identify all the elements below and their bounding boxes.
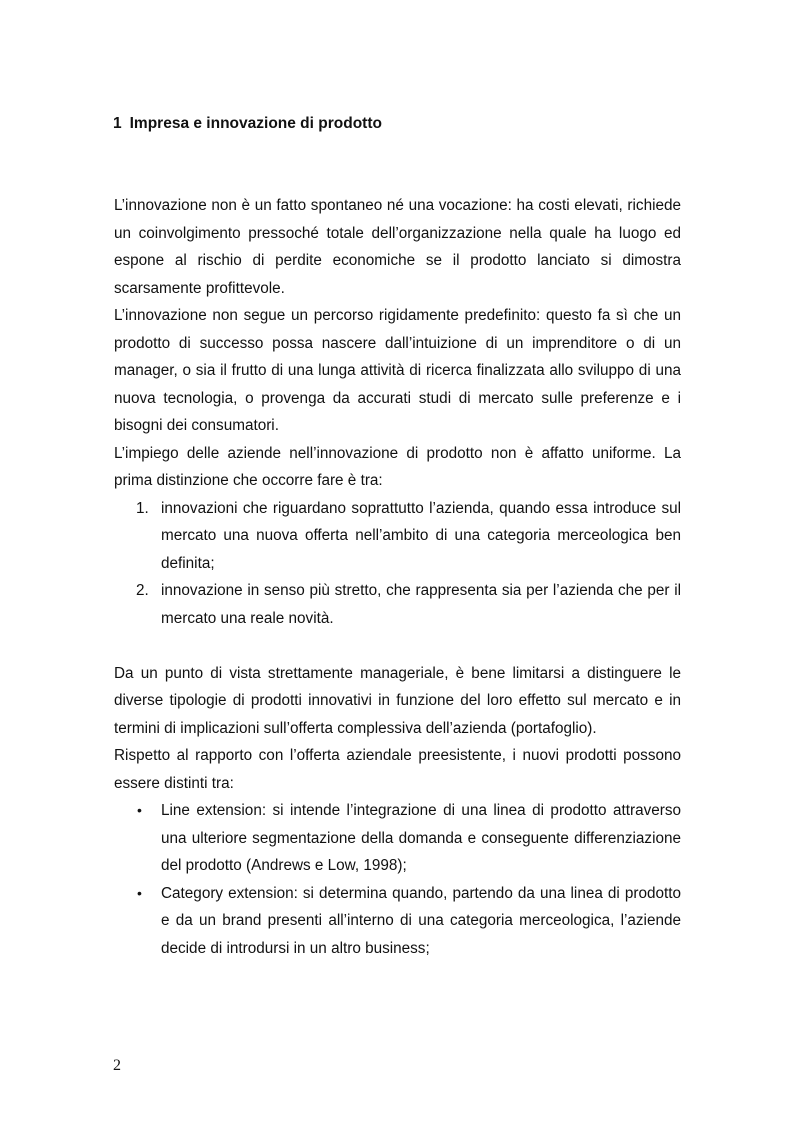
body-text — [114, 192, 681, 962]
paragraph: Da un punto di vista strettamente manageriale, è bene limitarsi a distinguere le diverse tipologie di prodotti innovativi in funzione del loro effetto sul mercato e in termini di implicazioni sull’offerta complessiva dell’azienda (portafoglio). — [114, 664, 681, 737]
page-number: 2 — [113, 1057, 121, 1074]
bullet-icon: • — [137, 884, 142, 901]
section-heading — [113, 114, 382, 134]
paragraph: Rispetto al rapporto con l’offerta aziendale preesistente, i nuovi prodotti possono essere distinti tra: — [114, 747, 681, 792]
bullet-list — [114, 797, 681, 962]
list-item — [114, 797, 681, 880]
bullet-icon: • — [137, 802, 142, 818]
list-marker: 2. — [136, 582, 149, 599]
list-item-text: innovazione in senso più stretto, che rappresenta sia per l’azienda che per il mercato una reale novità. — [161, 582, 681, 627]
list-item — [114, 495, 681, 578]
numbered-list — [114, 495, 681, 633]
section-number: 1 — [113, 115, 122, 132]
list-item — [114, 577, 681, 632]
list-marker: 1. — [136, 499, 149, 517]
list-item-text: Category extension: si determina quando, partendo da una linea di prodotto e da un brand presenti all’interno di una categoria merceologica, l’aziende decide di introdursi in un altro business; — [161, 884, 681, 957]
list-item — [114, 880, 681, 963]
section-title: Impresa e innovazione di prodotto — [129, 115, 382, 132]
list-item-text: innovazioni che riguardano soprattutto l’azienda, quando essa introduce sul mercato una nuova offerta nell’ambito di una categoria merceologica ben definita; — [161, 499, 681, 572]
paragraph: L’innovazione non è un fatto spontaneo né una vocazione: ha costi elevati, richiede un coinvolgimento pressoché totale dell’organizzazione nella quale ha luogo ed espone al rischio di perdite economiche se il prodotto lanciato si dimostra scarsamente profittevole. — [114, 197, 681, 297]
list-item-text: Line extension: si intende l’integrazione di una linea di prodotto attraverso una ulteriore segmentazione della domanda e conseguente differenziazione del prodotto (Andrews e Low, 1998); — [161, 802, 681, 874]
paragraph-gap — [114, 632, 681, 660]
paragraph: L’innovazione non segue un percorso rigidamente predefinito: questo fa sì che un prodotto di successo possa nascere dall’intuizione di un imprenditore o di un manager, o sia il frutto di una lunga attività di ricerca finalizzata allo sviluppo di una nuova tecnologia, o provenga da accurati studi di mercato sulle preferenze e i bisogni dei consumatori. — [114, 307, 681, 434]
paragraph: L’impiego delle aziende nell’innovazione di prodotto non è affatto uniforme. La prima distinzione che occorre fare è tra: — [114, 444, 681, 489]
